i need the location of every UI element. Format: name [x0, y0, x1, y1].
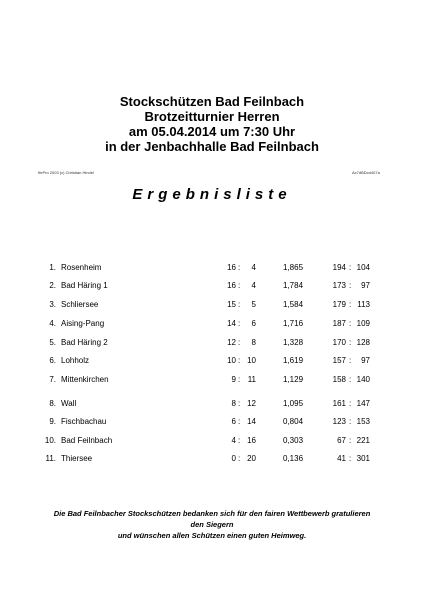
ratio-cell: 0,804: [283, 417, 304, 426]
rank-cell: 10.: [44, 436, 56, 445]
table-row: [0, 280, 424, 292]
team-name-cell: Schliersee: [61, 300, 99, 309]
points-separator: :: [238, 399, 241, 408]
points-won-cell: 6: [231, 417, 236, 426]
ratio-cell: 0,303: [283, 436, 304, 445]
team-name-cell: Lohholz: [61, 356, 90, 365]
title-line-date: am 05.04.2014 um 7:30 Uhr: [128, 124, 296, 139]
stock-separator: :: [349, 263, 352, 272]
ratio-cell: 1,129: [283, 375, 304, 384]
stock-separator: :: [349, 338, 352, 347]
points-won-cell: 9: [231, 375, 236, 384]
stock-for-cell: 123: [332, 417, 346, 426]
table-row: [0, 299, 424, 311]
stock-for-cell: 173: [332, 281, 346, 290]
stock-for-cell: 179: [332, 300, 346, 309]
table-row: [0, 435, 424, 447]
points-lost-cell: 6: [251, 319, 256, 328]
points-separator: :: [238, 300, 241, 309]
points-lost-cell: 16: [247, 436, 256, 445]
points-lost-cell: 20: [247, 454, 256, 463]
stock-for-cell: 170: [332, 338, 346, 347]
points-lost-cell: 5: [251, 300, 256, 309]
points-won-cell: 0: [231, 454, 236, 463]
stock-against-cell: 140: [356, 375, 370, 384]
stock-against-cell: 153: [356, 417, 370, 426]
ratio-cell: 1,095: [283, 399, 304, 408]
points-won-cell: 10: [227, 356, 236, 365]
points-lost-cell: 10: [247, 356, 256, 365]
table-row: [0, 262, 424, 274]
points-lost-cell: 12: [247, 399, 256, 408]
stock-separator: :: [349, 319, 352, 328]
points-lost-cell: 14: [247, 417, 256, 426]
stock-against-cell: 128: [356, 338, 370, 347]
points-separator: :: [238, 417, 241, 426]
footer-line-1: Die Bad Feilnbacher Stockschützen bedanken sich für den fairen Wettbewerb gratulieren: [53, 509, 371, 518]
points-lost-cell: 11: [247, 375, 256, 384]
points-separator: :: [238, 375, 241, 384]
rank-cell: 8.: [49, 399, 56, 408]
team-name-cell: Rosenheim: [61, 263, 102, 272]
rank-cell: 4.: [49, 319, 56, 328]
team-name-cell: Fischbachau: [61, 417, 107, 426]
stock-against-cell: 113: [357, 300, 370, 309]
team-name-cell: Bad Häring 1: [61, 281, 108, 290]
title-line-club: Stockschützen Bad Feilnbach: [119, 94, 305, 109]
stock-separator: :: [349, 399, 352, 408]
points-separator: :: [238, 436, 241, 445]
ratio-cell: 1,784: [283, 281, 304, 290]
stock-separator: :: [349, 281, 352, 290]
rank-cell: 11.: [45, 454, 56, 463]
stock-separator: :: [349, 436, 352, 445]
points-separator: :: [238, 454, 241, 463]
points-won-cell: 4: [231, 436, 236, 445]
stock-separator: :: [349, 454, 352, 463]
stock-against-cell: 97: [361, 356, 370, 365]
team-name-cell: Aising-Pang: [61, 319, 105, 328]
table-row: [0, 416, 424, 428]
points-won-cell: 8: [231, 399, 236, 408]
table-row: [0, 453, 424, 465]
footer-message: [0, 508, 424, 541]
team-name-cell: Thiersee: [61, 454, 93, 463]
ratio-cell: 1,328: [283, 338, 304, 347]
rank-cell: 1.: [49, 263, 56, 272]
team-name-cell: Bad Häring 2: [61, 338, 108, 347]
ratio-cell: 1,716: [283, 319, 304, 328]
table-row: [0, 355, 424, 367]
ratio-cell: 1,619: [283, 356, 304, 365]
rank-cell: 2.: [49, 281, 56, 290]
stock-separator: :: [349, 356, 352, 365]
stock-for-cell: 157: [332, 356, 346, 365]
points-separator: :: [238, 319, 241, 328]
table-row: [0, 398, 424, 410]
points-won-cell: 16: [227, 281, 236, 290]
table-row: [0, 374, 424, 386]
rank-cell: 6.: [49, 356, 56, 365]
stock-for-cell: 67: [337, 436, 346, 445]
points-lost-cell: 4: [251, 281, 256, 290]
footer-line-3: und wünschen allen Schützen einen guten Heimweg.: [117, 531, 307, 540]
software-credit: IfePro 2003 (c) Christian Hindel: [38, 170, 94, 175]
stock-against-cell: 104: [356, 263, 370, 272]
rank-cell: 5.: [49, 338, 56, 347]
stock-against-cell: 221: [356, 436, 370, 445]
table-row: [0, 318, 424, 330]
rank-cell: 9.: [49, 417, 56, 426]
table-row: [0, 337, 424, 349]
points-lost-cell: 8: [251, 338, 256, 347]
ratio-cell: 0,136: [283, 454, 304, 463]
team-name-cell: Bad Feilnbach: [61, 436, 113, 445]
stock-for-cell: 161: [332, 399, 346, 408]
rank-cell: 7.: [49, 375, 56, 384]
team-name-cell: Wall: [61, 399, 77, 408]
stock-separator: :: [349, 375, 352, 384]
points-separator: :: [238, 356, 241, 365]
stock-for-cell: 41: [337, 454, 346, 463]
stock-separator: :: [349, 300, 352, 309]
title-line-event: Brotzeitturnier Herren: [144, 109, 280, 124]
footer-line-2: den Siegern: [190, 520, 234, 529]
points-lost-cell: 4: [251, 263, 256, 272]
stock-against-cell: 147: [356, 399, 370, 408]
points-won-cell: 16: [227, 263, 236, 272]
stock-against-cell: 97: [361, 281, 370, 290]
document-code: Ax7dBDcd407a: [352, 170, 380, 175]
stock-against-cell: 109: [356, 319, 370, 328]
stock-separator: :: [349, 417, 352, 426]
stock-for-cell: 194: [332, 263, 346, 272]
ratio-cell: 1,584: [283, 300, 304, 309]
points-separator: :: [238, 281, 241, 290]
stock-for-cell: 187: [332, 319, 346, 328]
title-line-venue: in der Jenbachhalle Bad Feilnbach: [105, 139, 319, 154]
rank-cell: 3.: [49, 300, 56, 309]
page-heading: Ergebnisliste: [132, 186, 292, 203]
points-won-cell: 15: [227, 300, 236, 309]
points-separator: :: [238, 263, 241, 272]
points-separator: :: [238, 338, 241, 347]
stock-against-cell: 301: [356, 454, 370, 463]
stock-for-cell: 158: [332, 375, 346, 384]
ratio-cell: 1,865: [283, 263, 304, 272]
team-name-cell: Mittenkirchen: [61, 375, 109, 384]
points-won-cell: 12: [227, 338, 236, 347]
points-won-cell: 14: [227, 319, 236, 328]
